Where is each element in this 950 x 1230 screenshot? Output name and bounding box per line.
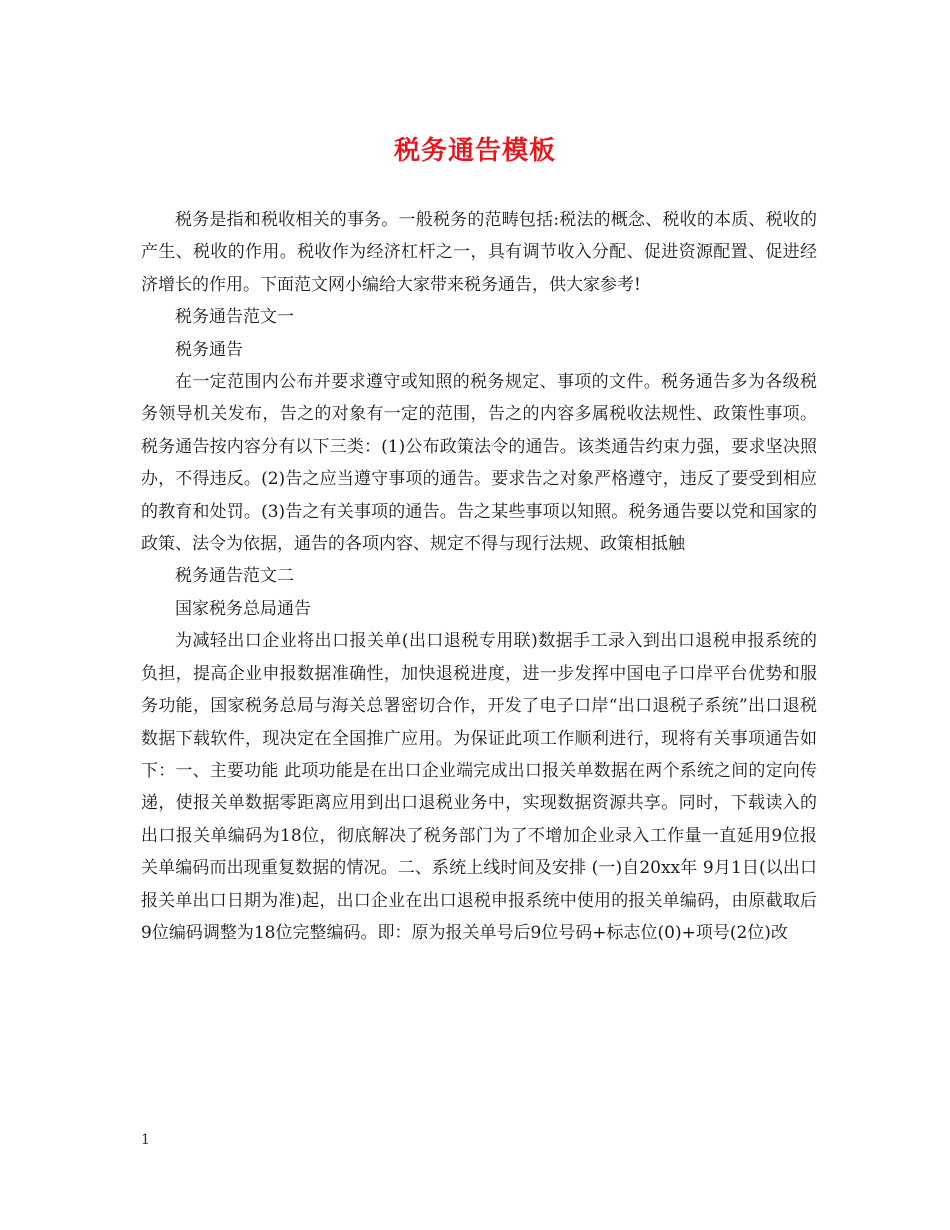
definition-paragraph: 在一定范围内公布并要求遵守或知照的税务规定、事项的文件。税务通告多为各级税务领导机关发布，告之的对象有一定的范围，告之的内容多属税收法规性、政策性事项。税务通告按内容分有以下三类：(1)公布政策法令的通告。该类通告约束力强，要求坚决照办，不得违反。(2)告之应当遵守事项的通告。要求告之对象严格遵守，违反了要受到相应的教育和处罚。(3)告之有关事项的通告。告之某些事项以知照。税务通告要以党和国家的政策、法令为依据，通告的各项内容、规定不得与现行法规、政策相抵触 — [141, 372, 817, 555]
document-title: 税务通告模板 — [393, 136, 556, 166]
subheading-tax-notice: 税务通告 — [175, 339, 243, 360]
section-heading-sample-two: 税务通告范文二 — [175, 566, 294, 587]
document-body — [141, 204, 817, 949]
intro-paragraph: 税务是指和税收相关的事务。一般税务的范畴包括:税法的概念、税收的本质、税收的产生、税收的作用。税收作为经济杠杆之一，具有调节收入分配、促进资源配置、促进经济增长的作用。下面范文网小编给大家带来税务通告，供大家参考! — [141, 210, 817, 295]
subheading-state-taxation-notice: 国家税务总局通告 — [175, 598, 311, 619]
page-number: 1 — [141, 1132, 150, 1148]
notice-body-paragraph: 为减轻出口企业将出口报关单(出口退税专用联)数据手工录入到出口退税申报系统的负担，提高企业申报数据准确性，加快退税进度，进一步发挥中国电子口岸平台优势和服务功能，国家税务总局与海关总署密切合作，开发了电子口岸“出口退税子系统”出口退税数据下载软件，现决定在全国推广应用。为保证此项工作顺利进行，现将有关事项通告如下：一、主要功能 此项功能是在出口企业端完成出口报关单数据在两个系统之间的定向传递，使报关单数据零距离应用到出口退税业务中，实现数据资源共享。同时，下载读入的出口报关单编码为18位，彻底解决了税务部门为了不增加企业录入工作量一直延用9位报关单编码而出现重复数据的情况。二、系统上线时间及安排 (一)自20xx年 9月1日(以出口报关单出口日期为准)起，出口企业在出口退税申报系统中使用的报关单编码，由原截取后9位编码调整为18位完整编码。即：原为报关单号后9位号码+标志位(0)+项号(2位)改 — [141, 631, 817, 943]
section-heading-sample-one: 税务通告范文一 — [175, 307, 294, 328]
